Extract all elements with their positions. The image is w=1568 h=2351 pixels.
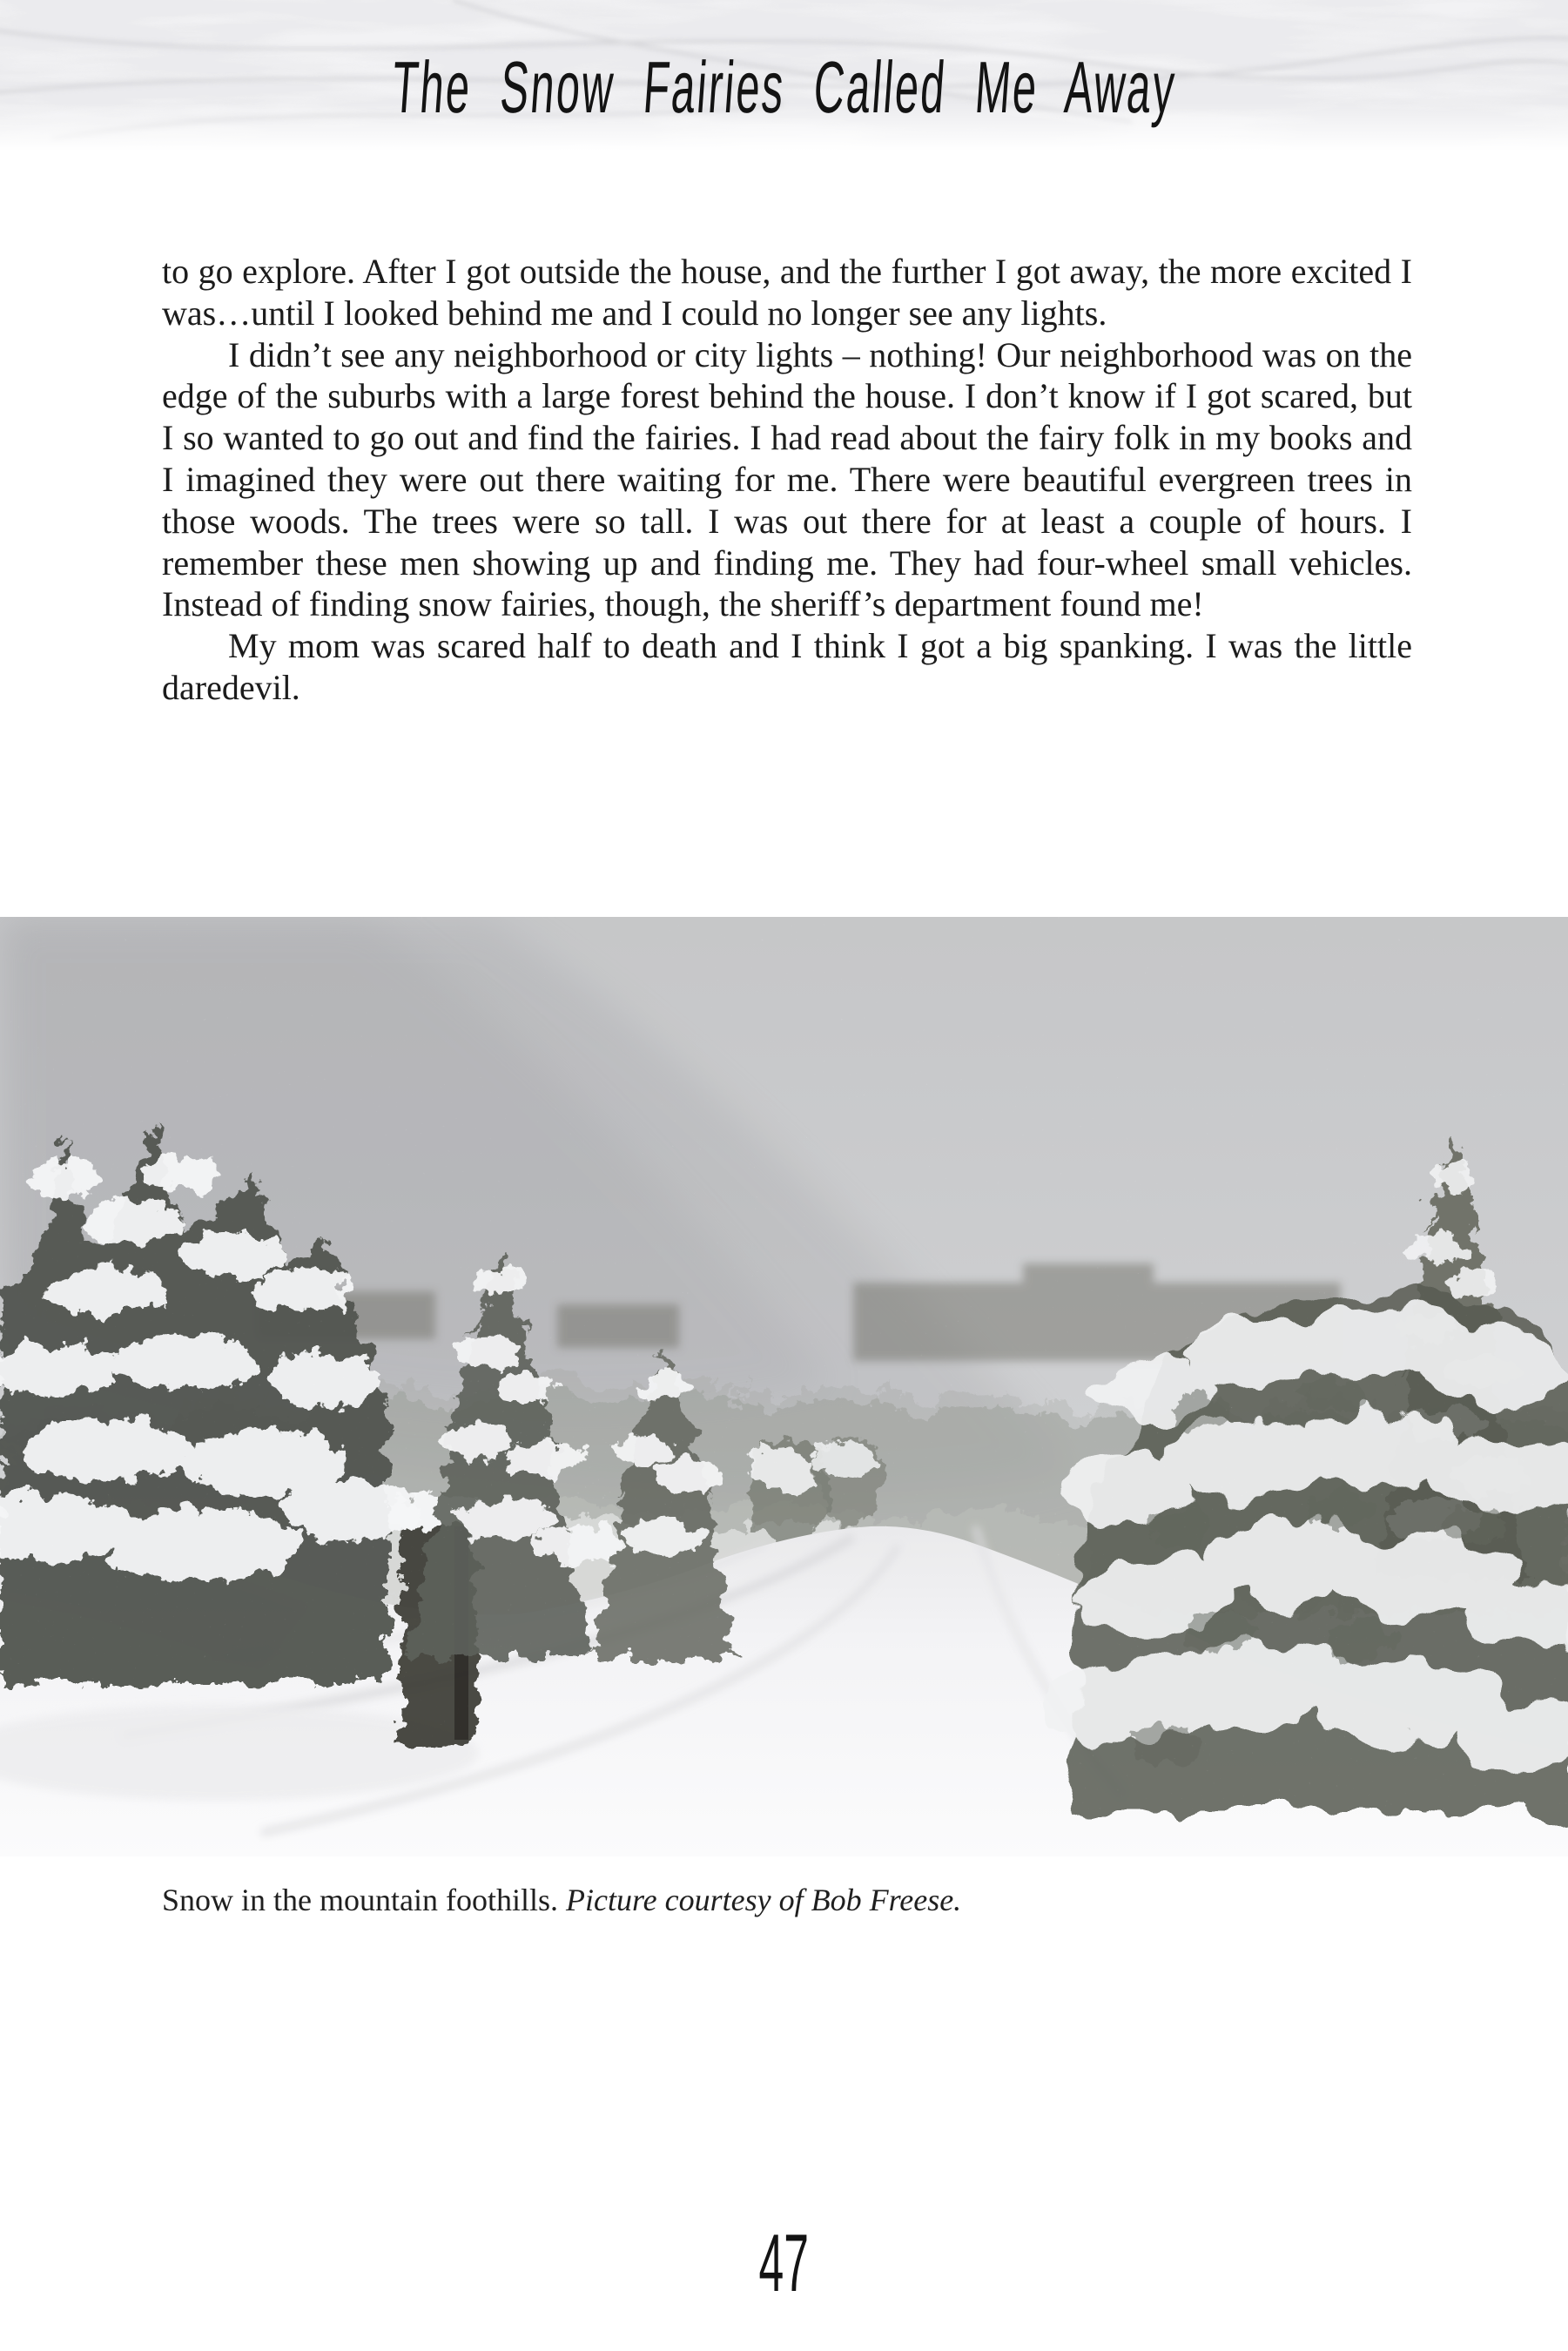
page-number-text: 47 (758, 2217, 810, 2308)
paragraph: I didn’t see any neighborhood or city lights – nothing! Our neighborhood was on the edge of the suburbs with a large forest behind the house. I don’t know if I got scared, but I so wanted to go out and find the fairies. I had read about the fairy folk in my books and I imagined they were out there waiting for me. There were beautiful evergreen trees in those woods. The trees were so tall. I was out there for at least a couple of hours. I remember these men showing up and finding me. They had four-wheel small vehicles. Instead of finding snow fairies, though, the sheriff’s department found me! (162, 334, 1412, 624)
foothills-photo-art (0, 917, 1568, 1856)
page-title-text: The Snow Fairies Called Me Away (389, 46, 1179, 128)
paragraph: to go explore. After I got outside the house, and the further I got away, the more excited I was…until I looked behind me and I could no longer see any lights. (162, 252, 1412, 333)
paragraph: My mom was scared half to death and I think I got a big spanking. I was the little daredevil. (162, 626, 1412, 707)
page-number (0, 2217, 1568, 2308)
page-title (0, 46, 1568, 128)
body-text (162, 251, 1412, 709)
foothills-photo (0, 917, 1568, 1856)
photo-haze-overlay (0, 917, 1568, 1856)
photo-caption (162, 1881, 1412, 1919)
caption-credit: Picture courtesy of Bob Freese. (566, 1883, 962, 1917)
header-banner (0, 0, 1568, 151)
caption-text: Snow in the mountain foothills. (162, 1883, 558, 1917)
